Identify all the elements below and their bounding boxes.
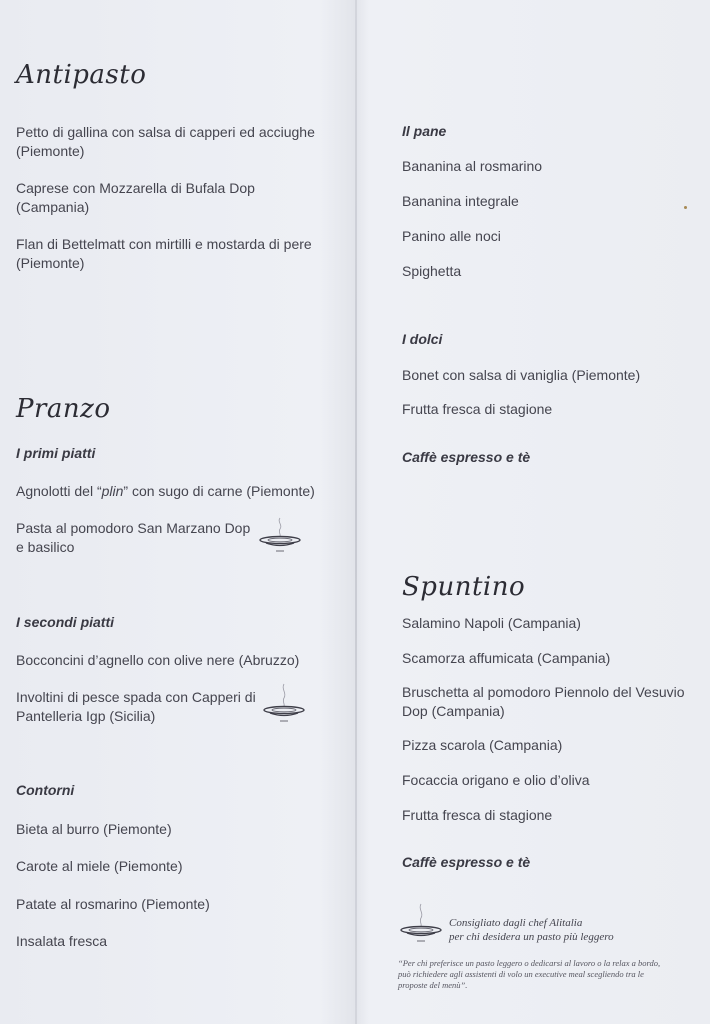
- steaming-dish-icon: [398, 900, 444, 944]
- page-fold-divider: [355, 0, 357, 1024]
- list-item: Caprese con Mozzarella di Bufala Dop (Campania): [16, 180, 255, 215]
- subheading-pane: Il pane: [402, 123, 447, 139]
- list-item: Flan di Bettelmatt con mirtilli e mostarda di pere (Piemonte): [16, 236, 312, 271]
- list-item: Frutta fresca di stagione: [402, 401, 553, 417]
- list-item: Bananina integrale: [402, 193, 519, 209]
- subheading-caffe: Caffè espresso e tè: [402, 854, 531, 870]
- list-item: Petto di gallina con salsa di capperi ed acciughe (Piemonte): [16, 124, 315, 159]
- list-item: Agnolotti del “plin” con sugo di carne (Piemonte): [16, 483, 315, 499]
- section-title-pranzo: Pranzo: [16, 394, 111, 424]
- list-item: Pizza scarola (Campania): [402, 737, 563, 753]
- list-item: Bocconcini d’agnello con olive nere (Abruzzo): [16, 652, 300, 668]
- subheading-dolci: I dolci: [402, 331, 443, 347]
- footnote: “Per chi preferisce un pasto leggero o dedicarsi al lavoro o la relax a bordo, può richiedere agli assistenti di volo un executive meal scegliendo tra le proposte del menù”.: [398, 958, 661, 990]
- subheading-primi: I primi piatti: [16, 445, 96, 461]
- list-item: Panino alle noci: [402, 228, 501, 244]
- list-item: Spighetta: [402, 263, 462, 279]
- list-item: Frutta fresca di stagione: [402, 807, 553, 823]
- list-item: Patate al rosmarino (Piemonte): [16, 896, 210, 912]
- steaming-dish-icon: [258, 514, 302, 554]
- list-item: Bananina al rosmarino: [402, 158, 543, 174]
- list-item: Insalata fresca: [16, 933, 108, 949]
- subheading-contorni: Contorni: [16, 782, 75, 798]
- paper-speck: [684, 206, 687, 209]
- list-item: Bonet con salsa di vaniglia (Piemonte): [402, 367, 641, 383]
- list-item: Focaccia origano e olio d’oliva: [402, 772, 590, 788]
- subheading-caffe: Caffè espresso e tè: [402, 449, 531, 465]
- list-item: Involtini di pesce spada con Capperi di Pantelleria Igp (Sicilia): [16, 689, 256, 724]
- steaming-dish-icon: [262, 680, 306, 724]
- list-item: Pasta al pomodoro San Marzano Dop e basilico: [16, 520, 251, 555]
- section-title-spuntino: Spuntino: [402, 572, 526, 602]
- list-item: Scamorza affumicata (Campania): [402, 650, 611, 666]
- list-item: Bieta al burro (Piemonte): [16, 821, 172, 837]
- legend-note: Consigliato dagli chef Alitalia per chi desidera un pasto più leggero: [449, 917, 614, 943]
- list-item: Carote al miele (Piemonte): [16, 858, 183, 874]
- list-item: Salamino Napoli (Campania): [402, 615, 581, 631]
- list-item: Bruschetta al pomodoro Piennolo del Vesuvio Dop (Campania): [402, 684, 685, 719]
- section-title-antipasto: Antipasto: [16, 60, 147, 90]
- subheading-secondi: I secondi piatti: [16, 614, 115, 630]
